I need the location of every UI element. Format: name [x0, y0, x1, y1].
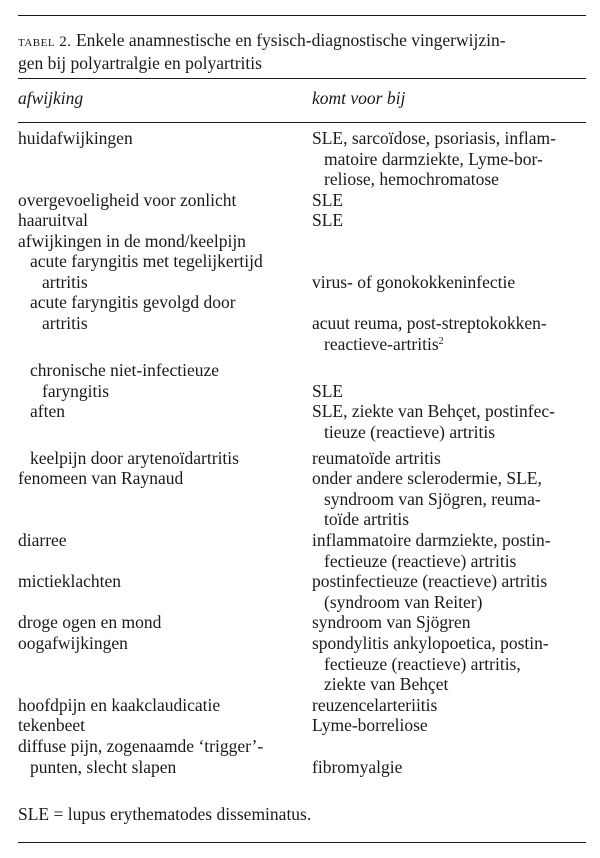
header-rule [18, 122, 586, 123]
table-row-left [18, 736, 263, 777]
column-header-afwijking: afwijking [18, 88, 84, 108]
row-value: SLE, ziekte van Behçet, postinfec- [312, 401, 555, 421]
caption-title-line1: Enkele anamnestische en fysisch-diagnostische vingerwijzin- [75, 30, 506, 50]
row-value: postinfectieuze (reactieve) artritis [312, 571, 548, 591]
row-label: acute faryngitis gevolgd door [30, 292, 236, 312]
table-row-left [30, 360, 219, 401]
row-value: matoire darmziekte, Lyme-bor- [324, 148, 543, 169]
table-row-left [18, 231, 246, 252]
row-value: fectieuze (reactieve) artritis [324, 550, 517, 571]
row-label: oogafwijkingen [18, 633, 128, 653]
table-row-right [312, 381, 343, 402]
row-value: virus- of gonokokkeninfectie [312, 272, 516, 292]
row-label: aften [30, 401, 65, 421]
table-footnote: SLE = lupus erythematodes disseminatus. [18, 804, 312, 824]
row-value: syndroom van Sjögren [312, 612, 471, 632]
table-row-right [312, 128, 556, 190]
row-label: hoofdpijn en kaakclaudicatie [18, 695, 221, 715]
row-label: artritis [42, 271, 88, 292]
caption-rule [18, 78, 586, 79]
table-row-right [312, 272, 515, 293]
row-value: spondylitis ankylopoetica, postin- [312, 633, 549, 653]
row-value: SLE [312, 190, 344, 210]
row-value: SLE, sarcoïdose, psoriasis, inflam- [312, 128, 556, 148]
row-label: mictieklachten [18, 571, 122, 591]
table-row-right [312, 571, 547, 612]
table-row-right [312, 190, 343, 211]
table-row-left [18, 715, 85, 736]
table-row-right [312, 612, 470, 633]
row-value: inflammatoire darmziekte, postin- [312, 530, 551, 550]
table-row-right [312, 757, 402, 778]
row-value: fibromyalgie [312, 757, 403, 777]
table-row-right [312, 530, 551, 571]
table-row-left [30, 448, 239, 469]
row-label: keelpijn door arytenoïdartritis [30, 448, 239, 468]
row-label: haaruitval [18, 210, 88, 230]
table-row-left [30, 292, 236, 333]
table-row-right [312, 448, 441, 469]
row-value: reliose, hemochromatose [324, 169, 499, 190]
row-value: ziekte van Behçet [324, 674, 449, 695]
row-value: onder andere sclerodermie, SLE, [312, 468, 542, 488]
row-value: tieuze (reactieve) artritis [324, 421, 496, 442]
row-label: overgevoeligheid voor zonlicht [18, 190, 237, 210]
table-row-left [18, 695, 220, 716]
row-label: chronische niet-infectieuze [30, 360, 219, 380]
table-row-right [312, 715, 428, 736]
row-value: (syndroom van Reiter) [324, 591, 483, 612]
table-row-left [30, 251, 263, 292]
table-label: tabel 2. [18, 34, 72, 50]
row-label: punten, slecht slapen [30, 756, 177, 777]
row-value: reumatoïde artritis [312, 448, 441, 468]
table-row-right [312, 313, 547, 354]
row-label: droge ogen en mond [18, 612, 162, 632]
row-value: SLE [312, 381, 344, 401]
caption-title-line2: gen bij polyartralgie en polyartritis [18, 53, 262, 73]
table-row-right [312, 633, 549, 695]
table-row-left [18, 612, 161, 633]
row-value: SLE [312, 210, 344, 230]
table-row-left [18, 210, 88, 231]
table-row-right [312, 401, 555, 442]
row-label: acute faryngitis met tegelijkertijd [30, 251, 263, 271]
row-value: toïde artritis [324, 509, 410, 530]
row-value: Lyme-borreliose [312, 715, 428, 735]
row-value: acuut reuma, post-streptokokken- [312, 313, 547, 333]
row-label: fenomeen van Raynaud [18, 468, 184, 488]
row-value: syndroom van Sjögren, reuma- [324, 488, 541, 509]
row-label: artritis [42, 312, 88, 333]
row-value: fectieuze (reactieve) artritis, [324, 653, 521, 674]
table-row-left [30, 401, 65, 422]
table-row-left [18, 468, 183, 489]
table-row-left [18, 530, 67, 551]
top-rule [18, 15, 586, 16]
row-value: reuzencelarteriitis [312, 695, 438, 715]
table-row-right [312, 695, 437, 716]
table-row-right [312, 210, 343, 231]
row-label: diarree [18, 530, 67, 550]
table-caption [18, 30, 588, 74]
row-label: huidafwijkingen [18, 128, 133, 148]
row-value: reactieve-artritis [324, 333, 439, 354]
table-row-right [312, 468, 542, 530]
row-label: faryngitis [42, 380, 110, 401]
table-row-left [18, 128, 133, 149]
row-label: afwijkingen in de mond/keelpijn [18, 231, 246, 251]
footnote-ref: 2 [438, 335, 444, 347]
row-label: tekenbeet [18, 715, 86, 735]
table-row-left [18, 571, 121, 592]
bottom-rule [18, 842, 586, 843]
table-row-left [18, 190, 236, 211]
column-header-komt-voor-bij: komt voor bij [312, 88, 406, 108]
row-label: diffuse pijn, zogenaamde ‘trigger’- [18, 736, 264, 756]
table-row-left [18, 633, 128, 654]
